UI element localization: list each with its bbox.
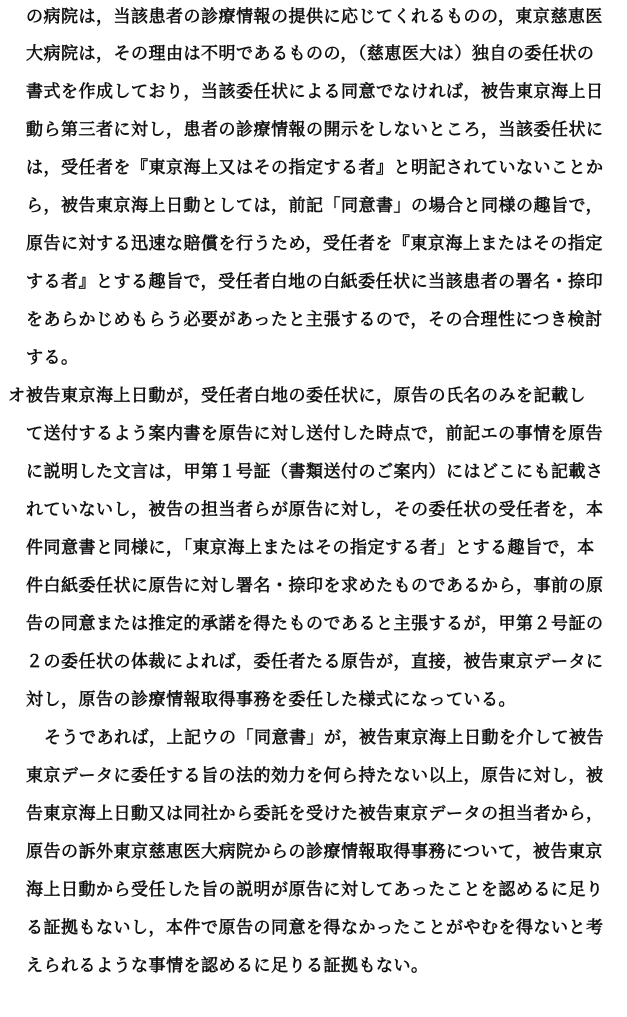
line-text: ２の委任状の体裁によれば，委任者たる原告が，直接，被告東京データに	[26, 652, 604, 672]
text-line	[26, 951, 614, 981]
text-line	[26, 153, 614, 183]
text-line	[26, 39, 614, 69]
text-line	[26, 229, 614, 259]
line-text: 書式を作成しており，当該委任状による同意でなければ，被告東京海上日	[26, 82, 604, 102]
line-text: 告東京海上日動又は同社から委託を受けた被告東京データの担当者から，	[26, 804, 604, 824]
line-text: 海上日動から受任した旨の説明が原告に対してあったことを認めるに足り	[26, 880, 604, 900]
line-text: 対し，原告の診療情報取得事務を委任した様式になっている。	[26, 690, 516, 710]
text-line	[26, 267, 614, 297]
text-line	[26, 799, 614, 829]
text-line	[26, 837, 614, 867]
text-line	[26, 875, 614, 905]
text-line	[26, 115, 614, 145]
line-text: 原告に対する迅速な賠償を行うため，受任者を『東京海上またはその指定	[26, 234, 603, 254]
text-line	[26, 2, 614, 32]
line-text: 件同意書と同様に，「東京海上またはその指定する者」とする趣旨で，本	[26, 538, 595, 558]
line-text: の病院は，当該患者の診療情報の提供に応じてくれるものの，東京慈恵医	[26, 7, 603, 27]
section-marker: オ	[8, 386, 26, 406]
line-text: 件白紙委任状に原告に対し署名・捺印を求めたものであるから，事前の原	[26, 576, 604, 596]
line-text: 原告の訴外東京慈恵医大病院からの診療情報取得事務について，被告東京	[26, 842, 603, 862]
line-text: 大病院は，その理由は不明であるものの，（慈恵医大は）独自の委任状の	[26, 44, 595, 64]
line-text: れていないし，被告の担当者らが原告に対し，その委任状の受任者を，本	[26, 500, 604, 520]
line-text: る証拠もないし，本件で原告の同意を得なかったことがやむを得ないと考	[26, 918, 604, 938]
line-text: 東京データに委任する旨の法的効力を何ら持たない以上，原告に対し，被	[26, 766, 604, 786]
text-line	[26, 647, 614, 677]
text-line	[26, 913, 614, 943]
text-line	[26, 191, 614, 221]
line-text: ら，被告東京海上日動としては，前記「同意書」の場合と同様の趣旨で，	[26, 196, 604, 216]
text-line	[8, 381, 614, 411]
line-text: 被告東京海上日動が，受任者白地の委任状に，原告の氏名のみを記載し	[26, 386, 586, 406]
line-text: そうであれば，上記ウの「同意書」が，被告東京海上日動を介して被告	[44, 728, 604, 748]
text-line	[26, 419, 614, 449]
text-line	[26, 685, 614, 715]
line-text: に説明した文言は，甲第１号証（書類送付のご案内）にはどこにも記載さ	[26, 462, 604, 482]
line-text: する者』とする趣旨で，受任者白地の白紙委任状に当該患者の署名・捺印	[26, 272, 604, 292]
text-line	[26, 761, 614, 791]
text-line	[26, 533, 614, 563]
text-line	[26, 609, 614, 639]
line-text: する。	[26, 348, 79, 368]
text-line	[26, 343, 614, 373]
line-text: えられるような事情を認めるに足りる証拠もない。	[26, 956, 429, 976]
line-text: 告の同意または推定的承諾を得たものであると主張するが，甲第２号証の	[26, 614, 604, 634]
text-line	[26, 305, 614, 335]
line-text: 動ら第三者に対し，患者の診療情報の開示をしないところ，当該委任状に	[26, 120, 604, 140]
text-line	[26, 77, 614, 107]
text-line	[26, 495, 614, 525]
text-line	[26, 571, 614, 601]
text-line	[26, 457, 614, 487]
text-line	[44, 723, 614, 753]
line-text: をあらかじめもらう必要があったと主張するので，その合理性につき検討	[26, 310, 603, 330]
line-text: て送付するよう案内書を原告に対し送付した時点で，前記エの事情を原告	[26, 424, 604, 444]
line-text: は，受任者を『東京海上又はその指定する者』と明記されていないことか	[26, 158, 604, 178]
